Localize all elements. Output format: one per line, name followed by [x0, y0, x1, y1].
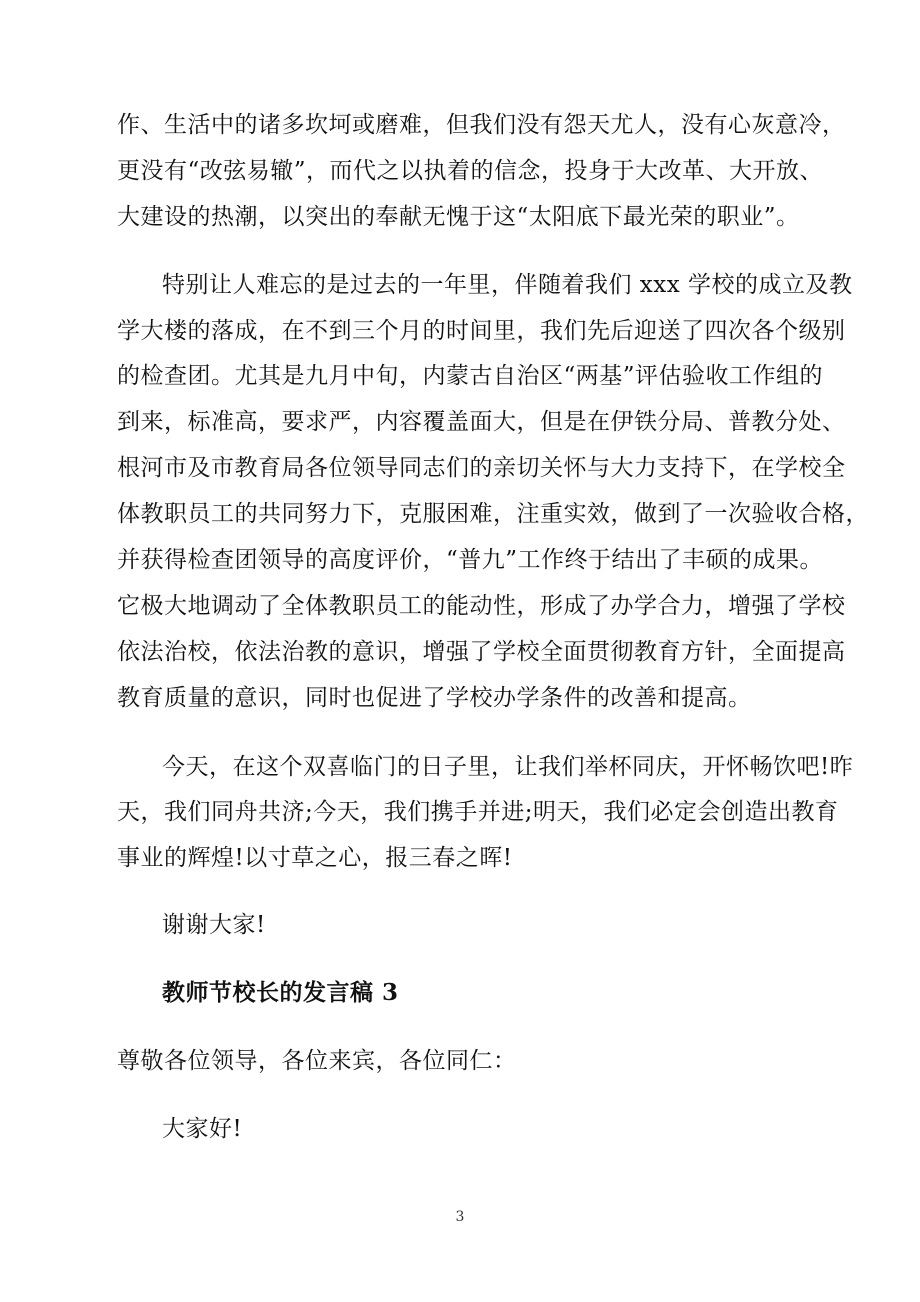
section-heading: 教师节校长的发言稿 3 [162, 979, 399, 1006]
paragraph-2-line-3: 的检查团。尤其是九月中旬，内蒙古自治区“两基”评估验收工作组的 [117, 363, 824, 389]
paragraph-2-line-10: 教育质量的意识，同时也促进了学校办学条件的改善和提高。 [117, 685, 752, 711]
paragraph-2-line-4: 到来，标准高，要求严，内容覆盖面大，但是在伊铁分局、普教分处、 [117, 409, 846, 435]
paragraph-2-line-2: 学大楼的落成，在不到三个月的时间里，我们先后迎送了四次各个级别 [117, 318, 846, 344]
paragraph-1-line-2: 更没有“改弦易辙”，而代之以执着的信念，投身于大改革、大开放、 [117, 158, 824, 184]
paragraph-3-line-1: 今天，在这个双喜临门的日子里，让我们举杯同庆，开怀畅饮吧!昨 [162, 754, 854, 780]
salutation: 尊敬各位领导，各位来宾，各位同仁： [117, 1048, 517, 1074]
paragraph-2-line-6: 体教职员工的共同努力下，克服困难，注重实效，做到了一次验收合格， [117, 501, 869, 527]
paragraph-2-line-8: 它极大地调动了全体教职员工的能动性，形成了办学合力，增强了学校 [117, 593, 846, 619]
paragraph-2-line-5: 根河市及市教育局各位领导同志们的亲切关怀与大力支持下，在学校全 [117, 455, 846, 481]
greeting: 大家好! [162, 1116, 243, 1142]
paragraph-2-line-7: 并获得检查团领导的高度评价，“普九”工作终于结出了丰硕的成果。 [117, 547, 824, 573]
paragraph-3-line-2: 天，我们同舟共济;今天，我们携手并进;明天，我们必定会创造出教育 [117, 799, 839, 825]
closing-thanks: 谢谢大家! [162, 912, 266, 938]
paragraph-1-line-3: 大建设的热潮，以突出的奉献无愧于这“太阳底下最光荣的职业”。 [117, 204, 800, 230]
page-number: 3 [455, 1209, 465, 1225]
paragraph-1-line-1: 作、生活中的诸多坎坷或磨难，但我们没有怨天尤人，没有心灰意冷， [117, 112, 846, 138]
paragraph-3-line-3: 事业的辉煌!以寸草之心，报三春之晖! [117, 845, 513, 871]
paragraph-2-line-1: 特别让人难忘的是过去的一年里，伴随着我们 xxx 学校的成立及教 [162, 272, 853, 298]
paragraph-2-line-9: 依法治校，依法治教的意识，增强了学校全面贯彻教育方针，全面提高 [117, 639, 846, 665]
